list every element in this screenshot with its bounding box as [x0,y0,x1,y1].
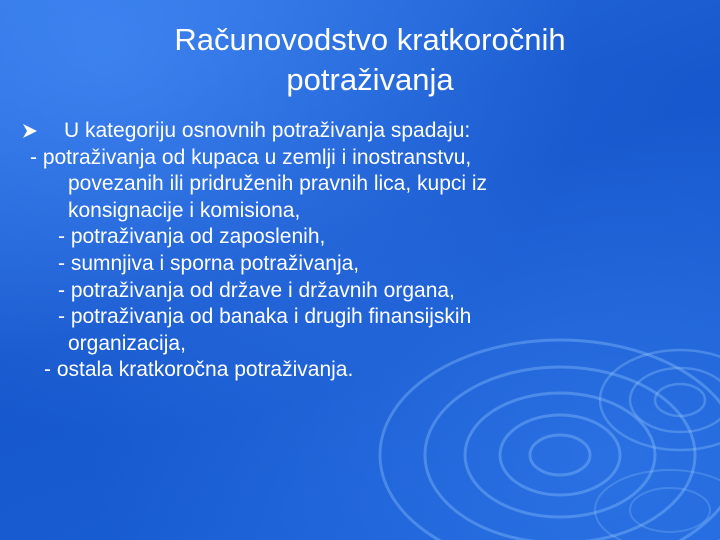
list-item: - potraživanja od države i državnih organa, [58,278,455,302]
slide-title [60,20,680,100]
list-item: - potraživanja od zaposlenih, [58,225,326,249]
title-line-1: Računovodstvo kratkoročnih [174,22,566,57]
slide-body [20,118,700,384]
bullet-intro-text: U kategoriju osnovnih potraživanja spadaju: [64,119,471,142]
list-item-continuation: povezanih ili pridruženih pravnih lica, kupci iz [68,172,488,196]
list-item: - sumnjiva i sporna potraživanja, [58,251,360,275]
list-item: - potraživanja od kupaca u zemlji i inostranstvu, [30,145,472,169]
list-item-continuation: konsignacije i komisiona, [68,198,301,222]
title-line-2: potraživanja [286,62,454,97]
list-item: - potraživanja od banaka i drugih finansijskih [58,305,472,329]
arrowhead-bullet-icon [22,123,38,139]
list-item: - ostala kratkoročna potraživanja. [44,358,354,382]
list-item-continuation: organizacija, [68,331,186,355]
bullet-item [20,118,700,145]
